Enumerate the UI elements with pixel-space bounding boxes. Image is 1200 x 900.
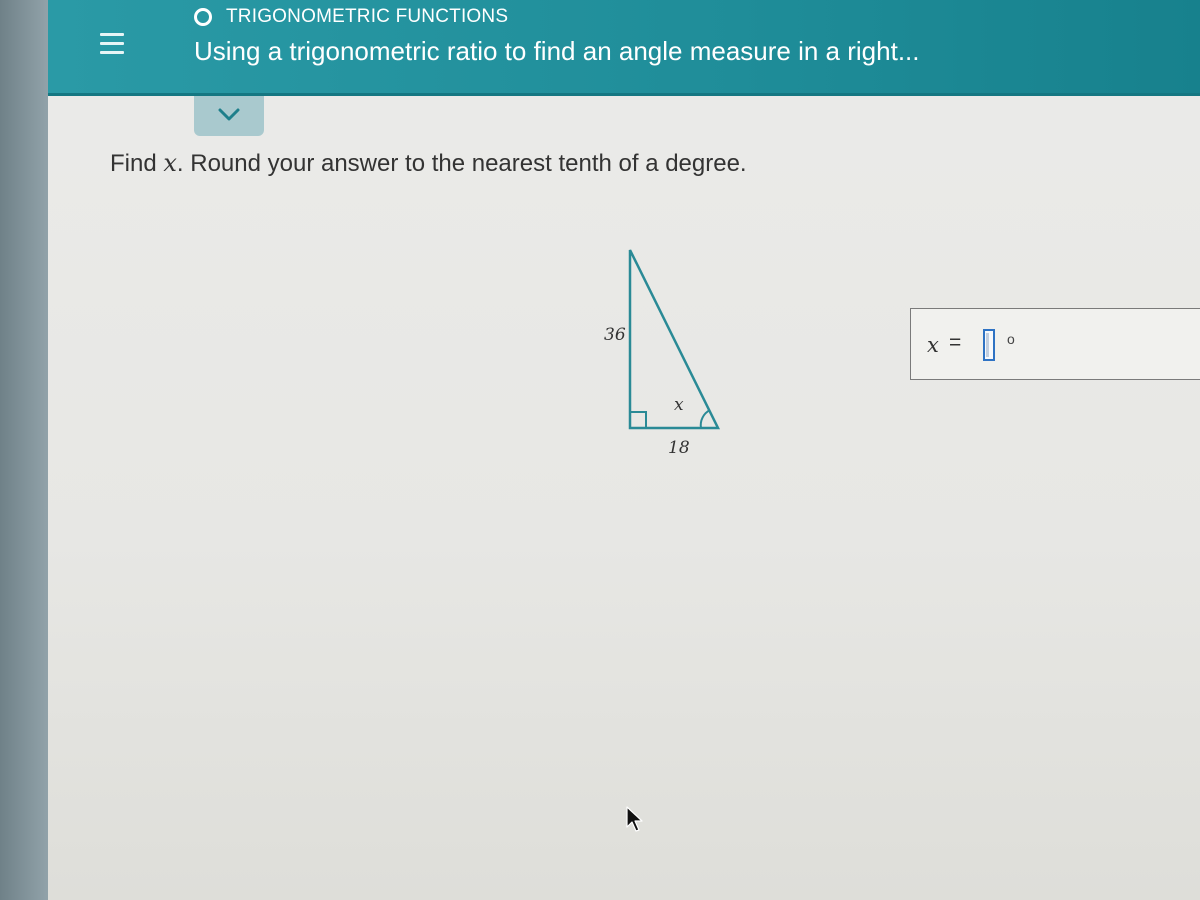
topic-row xyxy=(194,6,508,28)
instruction-lead: Find xyxy=(110,150,157,177)
answer-box xyxy=(910,308,1200,380)
hamburger-menu-icon[interactable] xyxy=(90,24,136,64)
right-triangle-figure xyxy=(588,238,788,468)
angle-arc xyxy=(701,410,710,428)
page-title: Using a trigonometric ratio to find an angle measure in a right... xyxy=(194,36,920,66)
mouse-pointer-icon xyxy=(624,805,646,838)
triangle-diagram xyxy=(588,238,788,468)
angle-label: x xyxy=(674,395,684,415)
instruction-rest: . Round your answer to the nearest tenth of a degree. xyxy=(176,150,747,177)
header xyxy=(48,0,1200,96)
answer-variable: x xyxy=(927,333,939,357)
chevron-down-icon xyxy=(218,108,240,122)
question-instruction xyxy=(110,149,747,178)
circle-outline-icon xyxy=(194,8,212,26)
right-angle-marker xyxy=(630,412,646,428)
instruction-variable: x xyxy=(163,149,177,177)
vertical-leg-label: 36 xyxy=(604,325,626,345)
degree-symbol: o xyxy=(1007,331,1015,347)
expand-button[interactable] xyxy=(194,96,264,136)
screen xyxy=(48,0,1200,900)
horizontal-leg-label: 18 xyxy=(668,438,690,458)
equals-sign: = xyxy=(949,331,962,354)
topic-label: TRIGONOMETRIC FUNCTIONS xyxy=(226,6,509,27)
answer-input[interactable] xyxy=(983,329,995,361)
